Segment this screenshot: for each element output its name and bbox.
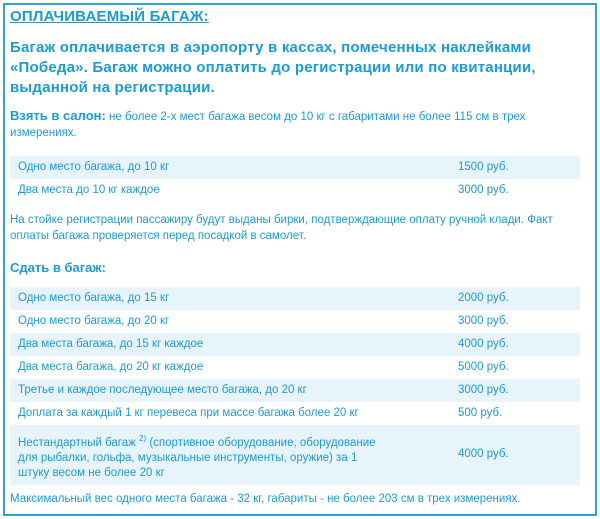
table-row [10, 310, 580, 333]
special-desc-start: Нестандартный багаж [18, 436, 140, 449]
tag-note-paragraph: На стойке регистрации пассажиру будут выданы бирки, подтверждающие оплату ручной клади. Факт оплаты багажа проверяется перед посадкой в самолет. [10, 214, 553, 242]
cabin-label: Взять в салон: [10, 108, 106, 123]
row-description: Третье и каждое последующее место багажа, до 20 кг [18, 384, 307, 396]
cabin-text: не более 2-х мест багажа весом до 10 кг с габаритами не более 115 см в трех измерениях. [10, 111, 526, 139]
page-title: ОПЛАЧИВАЕМЫЙ БАГАЖ: [10, 8, 209, 25]
special-desc-rest: (спортивное оборудование, оборудование для рыбалки, гольфа, музыкальные инструменты, оружие) за 1 штуку весом не более 20 кг [18, 436, 376, 479]
row-price: 4000 руб. [458, 448, 509, 460]
row-description: Одно место багажа, до 20 кг [18, 315, 170, 327]
row-price: 3000 руб. [458, 384, 509, 396]
row-price: 5000 руб. [458, 361, 509, 373]
checked-price-table [10, 287, 580, 485]
row-description: Одно место багажа, до 15 кг [18, 292, 170, 304]
footnote-marker: 2) [139, 434, 147, 443]
row-price: 1500 руб. [458, 161, 509, 173]
table-row [10, 156, 580, 179]
table-row [10, 287, 580, 310]
row-description: Доплата за каждый 1 кг перевеса при массе багажа более 20 кг [18, 407, 359, 419]
lead-paragraph: Багаж оплачивается в аэропорту в кассах, помеченных наклейками «Победа». Багаж можно оплатить до регистрации или по квитанции, выданной на регистрации. [10, 39, 536, 96]
table-row [10, 356, 580, 379]
cabin-baggage-paragraph [10, 108, 585, 141]
table-row [10, 333, 580, 356]
row-description: Два места багажа, до 20 кг каждое [18, 361, 204, 373]
row-description: Два места багажа, до 15 кг каждое [18, 338, 204, 350]
row-price: 3000 руб. [458, 184, 509, 196]
table-row-special [10, 425, 580, 485]
table-row [10, 379, 580, 402]
row-price: 2000 руб. [458, 292, 509, 304]
checked-baggage-title: Сдать в багаж: [10, 260, 106, 275]
footer-note: Максимальный вес одного места багажа - 32 кг, габариты - не более 203 см в трех измерениях. [10, 493, 521, 505]
row-description [18, 431, 378, 481]
row-price: 4000 руб. [458, 338, 509, 350]
cabin-price-table [10, 156, 580, 202]
table-row [10, 402, 580, 425]
row-price: 3000 руб. [458, 315, 509, 327]
table-row [10, 179, 580, 202]
row-price: 500 руб. [458, 407, 503, 419]
row-description: Два места до 10 кг каждое [18, 184, 160, 196]
row-description: Одно место багажа, до 10 кг [18, 161, 170, 173]
